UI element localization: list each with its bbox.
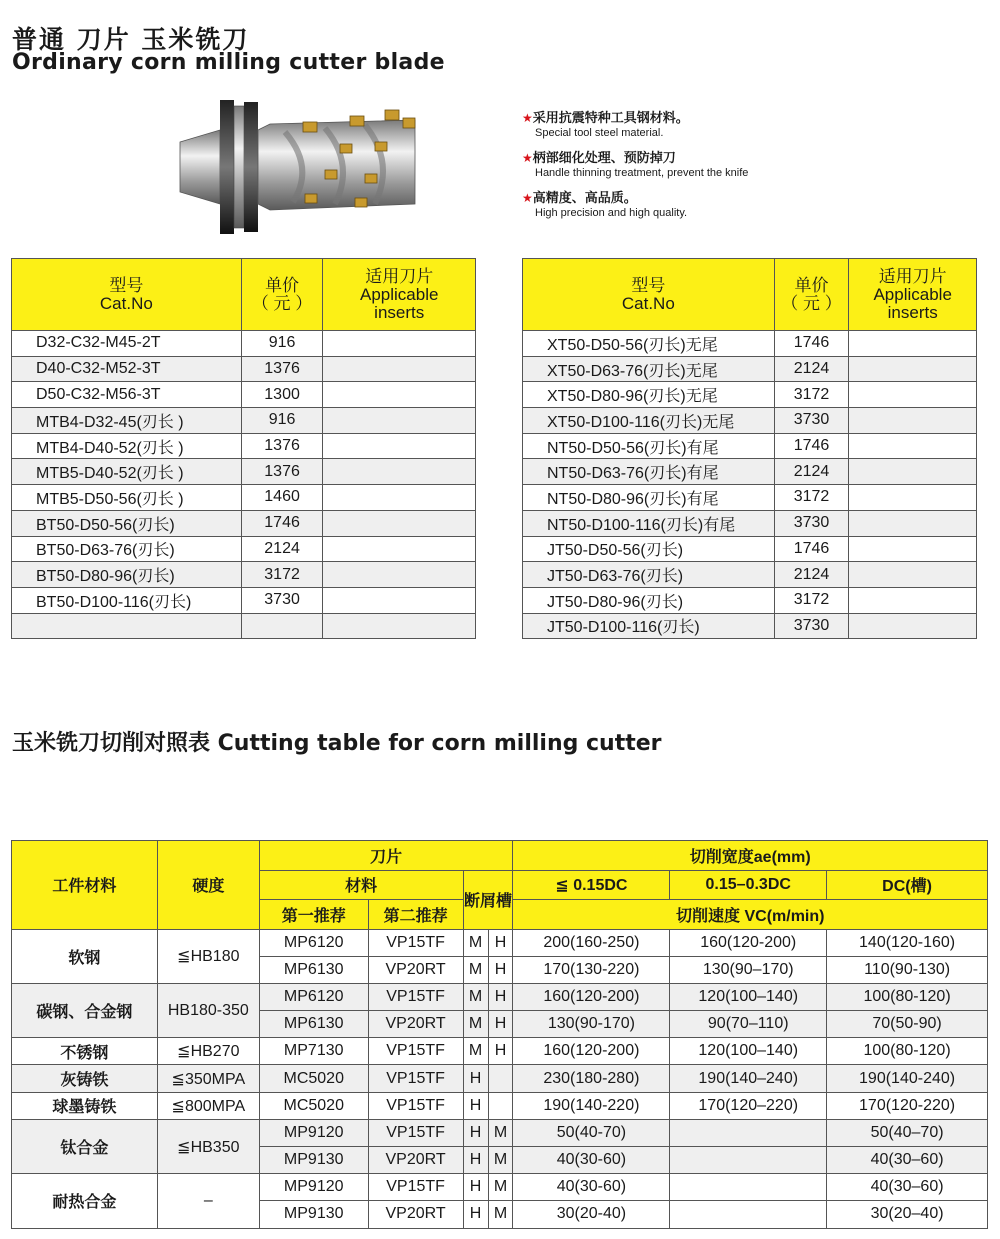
- star-icon: ★: [522, 191, 533, 205]
- price-table-left-body: [12, 331, 476, 639]
- second-grade-cell: VP20RT: [368, 956, 463, 983]
- table-row: [12, 331, 476, 357]
- speed-cell: 170(120-220): [827, 1092, 988, 1119]
- table-row: [12, 408, 476, 434]
- table-row: [12, 1119, 988, 1146]
- second-grade-cell: VP15TF: [368, 1038, 463, 1065]
- chip-cell: H: [488, 983, 513, 1010]
- feature-cn: 柄部细化处理、预防掉刀: [532, 151, 676, 166]
- header-width: 切削宽度ae(mm): [513, 841, 988, 871]
- price-cell: 3172: [241, 562, 323, 588]
- speed-cell: [670, 1174, 827, 1201]
- speed-cell: [670, 1201, 827, 1228]
- speed-cell: 70(50-90): [827, 1011, 988, 1038]
- speed-cell: 90(70–110): [670, 1011, 827, 1038]
- hardness-cell: ≦350MPA: [157, 1065, 259, 1092]
- inserts-cell: [323, 433, 476, 459]
- first-grade-cell: MP9120: [259, 1174, 368, 1201]
- table-row: [523, 587, 977, 613]
- table-row: [523, 382, 977, 408]
- table-row: [12, 510, 476, 536]
- speed-cell: 200(160-250): [513, 929, 670, 956]
- inserts-cell: [849, 613, 977, 639]
- chip-cell: [488, 1092, 513, 1119]
- star-icon: ★: [522, 151, 533, 165]
- inserts-cell: [849, 433, 977, 459]
- cat-no-cell: JT50-D80-96(刃长): [523, 587, 775, 613]
- table-row: [12, 485, 476, 511]
- chip-cell: M: [488, 1119, 513, 1146]
- chip-cell: M: [488, 1174, 513, 1201]
- header-width-2: 0.15–0.3DC: [670, 870, 827, 900]
- header-speed: 切削速度 VC(m/min): [513, 900, 988, 930]
- price-cell: 3730: [241, 587, 323, 613]
- second-grade-cell: VP15TF: [368, 1065, 463, 1092]
- first-grade-cell: MP6120: [259, 983, 368, 1010]
- inserts-cell: [849, 562, 977, 588]
- table-row: [12, 613, 476, 639]
- material-cell: 碳钢、合金钢: [12, 983, 158, 1037]
- price-cell: 3172: [774, 382, 849, 408]
- inserts-cell: [323, 356, 476, 382]
- hardness-cell: –: [157, 1174, 259, 1228]
- chip-cell: M: [463, 1038, 488, 1065]
- table-row: [12, 1038, 988, 1065]
- speed-cell: 110(90-130): [827, 956, 988, 983]
- price-cell: 1376: [241, 356, 323, 382]
- speed-cell: 170(120–220): [670, 1092, 827, 1119]
- price-cell: 2124: [774, 356, 849, 382]
- page-title-cn: 普通 刀片 玉米铣刀: [12, 25, 250, 54]
- inserts-cell: [323, 408, 476, 434]
- chip-cell: M: [488, 1147, 513, 1174]
- chip-cell: M: [463, 983, 488, 1010]
- cat-no-cell: XT50-D50-56(刃长)无尾: [523, 331, 775, 357]
- table-row: [12, 929, 988, 956]
- cat-no-cell: BT50-D100-116(刃长): [12, 587, 242, 613]
- second-grade-cell: VP15TF: [368, 1119, 463, 1146]
- table-row: [523, 408, 977, 434]
- cat-no-cell: MTB4-D40-52(刃长 ): [12, 433, 242, 459]
- price-cell: 1376: [241, 459, 323, 485]
- chip-cell: M: [463, 929, 488, 956]
- first-grade-cell: MC5020: [259, 1065, 368, 1092]
- chip-cell: H: [488, 929, 513, 956]
- chip-cell: [488, 1065, 513, 1092]
- header-material: 工件材料: [12, 841, 158, 930]
- speed-cell: 130(90–170): [670, 956, 827, 983]
- price-cell: 1300: [241, 382, 323, 408]
- star-icon: ★: [522, 111, 533, 125]
- feature-item: [522, 107, 748, 139]
- inserts-cell: [323, 613, 476, 639]
- first-grade-cell: MP6120: [259, 929, 368, 956]
- inserts-cell: [849, 587, 977, 613]
- inserts-cell: [849, 485, 977, 511]
- col-header-cat: 型号 Cat.No: [12, 259, 242, 331]
- second-grade-cell: VP20RT: [368, 1147, 463, 1174]
- price-cell: 2124: [241, 536, 323, 562]
- first-grade-cell: MP9120: [259, 1119, 368, 1146]
- col-header-price: 单价 （ 元 ）: [241, 259, 323, 331]
- price-cell: 3730: [774, 613, 849, 639]
- header-hardness: 硬度: [157, 841, 259, 930]
- price-cell: 1746: [774, 433, 849, 459]
- inserts-cell: [849, 510, 977, 536]
- chip-cell: H: [463, 1147, 488, 1174]
- col-header-price: 单价 （ 元 ）: [774, 259, 849, 331]
- second-grade-cell: VP15TF: [368, 983, 463, 1010]
- inserts-cell: [849, 536, 977, 562]
- table-row: [523, 485, 977, 511]
- cat-no-cell: BT50-D80-96(刃长): [12, 562, 242, 588]
- table-row: [12, 1174, 988, 1201]
- header-second: 第二推荐: [368, 900, 463, 930]
- speed-cell: 100(80-120): [827, 983, 988, 1010]
- hardness-cell: ≦HB270: [157, 1038, 259, 1065]
- hardness-cell: ≦HB180: [157, 929, 259, 983]
- feature-cn: 高精度、高品质。: [532, 191, 637, 206]
- header-blade: 刀片: [259, 841, 513, 871]
- speed-cell: 230(180-280): [513, 1065, 670, 1092]
- first-grade-cell: MP9130: [259, 1147, 368, 1174]
- cat-no-cell: D50-C32-M56-3T: [12, 382, 242, 408]
- feature-item: [522, 147, 748, 179]
- material-cell: 软钢: [12, 929, 158, 983]
- speed-cell: 130(90-170): [513, 1011, 670, 1038]
- material-cell: 钛合金: [12, 1119, 158, 1173]
- table-row: [12, 382, 476, 408]
- inserts-cell: [323, 587, 476, 613]
- material-cell: 灰铸铁: [12, 1065, 158, 1092]
- inserts-cell: [323, 510, 476, 536]
- chip-cell: H: [463, 1119, 488, 1146]
- second-grade-cell: VP15TF: [368, 1092, 463, 1119]
- chip-cell: M: [488, 1201, 513, 1228]
- price-cell: 3730: [774, 408, 849, 434]
- header-chip-breaker: 断屑槽: [463, 870, 513, 929]
- price-cell: 916: [241, 331, 323, 357]
- second-grade-cell: VP15TF: [368, 1174, 463, 1201]
- speed-cell: 40(30–60): [827, 1147, 988, 1174]
- table-row: [523, 510, 977, 536]
- table-row: [523, 536, 977, 562]
- header-width-1: ≦ 0.15DC: [513, 870, 670, 900]
- cat-no-cell: MTB5-D50-56(刃长 ): [12, 485, 242, 511]
- table-row: [523, 562, 977, 588]
- speed-cell: 190(140–240): [670, 1065, 827, 1092]
- speed-cell: 170(130-220): [513, 956, 670, 983]
- speed-cell: 120(100–140): [670, 983, 827, 1010]
- col-header-inserts: 适用刀片 Applicable inserts: [323, 259, 476, 331]
- price-cell: 3730: [774, 510, 849, 536]
- cutting-table-body: [12, 929, 988, 1228]
- cat-no-cell: BT50-D50-56(刃长): [12, 510, 242, 536]
- feature-item: [522, 187, 748, 219]
- price-cell: 1746: [774, 331, 849, 357]
- speed-cell: 30(20–40): [827, 1201, 988, 1228]
- cat-no-cell: XT50-D80-96(刃长)无尾: [523, 382, 775, 408]
- feature-list: [522, 107, 748, 227]
- page-title-en: Ordinary corn milling cutter blade: [12, 50, 445, 75]
- speed-cell: 160(120-200): [670, 929, 827, 956]
- speed-cell: 140(120-160): [827, 929, 988, 956]
- cat-no-cell: D32-C32-M45-2T: [12, 331, 242, 357]
- price-cell: 1376: [241, 433, 323, 459]
- speed-cell: 50(40-70): [513, 1119, 670, 1146]
- table-row: [12, 459, 476, 485]
- inserts-cell: [849, 459, 977, 485]
- speed-cell: 40(30-60): [513, 1174, 670, 1201]
- price-table-right-body: [523, 331, 977, 639]
- table-row: [523, 356, 977, 382]
- inserts-cell: [323, 485, 476, 511]
- hardness-cell: ≦HB350: [157, 1119, 259, 1173]
- cat-no-cell: NT50-D50-56(刃长)有尾: [523, 433, 775, 459]
- chip-cell: H: [463, 1174, 488, 1201]
- speed-cell: 190(140-220): [513, 1092, 670, 1119]
- cat-no-cell: XT50-D63-76(刃长)无尾: [523, 356, 775, 382]
- price-table-left: [11, 258, 476, 639]
- chip-cell: H: [488, 1038, 513, 1065]
- table-row: [12, 1092, 988, 1119]
- speed-cell: 160(120-200): [513, 983, 670, 1010]
- table-row: [12, 356, 476, 382]
- hardness-cell: ≦800MPA: [157, 1092, 259, 1119]
- table-row: [12, 587, 476, 613]
- material-cell: 球墨铸铁: [12, 1092, 158, 1119]
- material-cell: 耐热合金: [12, 1174, 158, 1228]
- speed-cell: 30(20-40): [513, 1201, 670, 1228]
- table-row: [12, 562, 476, 588]
- header-width-3: DC(槽): [827, 870, 988, 900]
- header-blade-material: 材料: [259, 870, 463, 900]
- chip-cell: H: [463, 1092, 488, 1119]
- inserts-cell: [323, 536, 476, 562]
- second-grade-cell: VP20RT: [368, 1011, 463, 1038]
- cat-no-cell: JT50-D100-116(刃长): [523, 613, 775, 639]
- feature-en: Special tool steel material.: [535, 127, 664, 139]
- price-cell: 3172: [774, 587, 849, 613]
- cutting-table-title: 玉米铣刀切削对照表 Cutting table for corn milling cutter: [12, 731, 662, 756]
- speed-cell: 190(140-240): [827, 1065, 988, 1092]
- material-cell: 不锈钢: [12, 1038, 158, 1065]
- feature-en: Handle thinning treatment, prevent the knife: [535, 167, 749, 179]
- cutting-table: [11, 840, 988, 1229]
- price-table-right: [522, 258, 977, 639]
- speed-cell: 160(120-200): [513, 1038, 670, 1065]
- inserts-cell: [849, 382, 977, 408]
- price-cell: 2124: [774, 459, 849, 485]
- first-grade-cell: MP7130: [259, 1038, 368, 1065]
- table-row: [523, 613, 977, 639]
- table-row: [12, 536, 476, 562]
- table-row: [523, 433, 977, 459]
- cat-no-cell: NT50-D80-96(刃长)有尾: [523, 485, 775, 511]
- table-row: [12, 1065, 988, 1092]
- speed-cell: [670, 1147, 827, 1174]
- cat-no-cell: JT50-D63-76(刃长): [523, 562, 775, 588]
- first-grade-cell: MP6130: [259, 1011, 368, 1038]
- feature-en: High precision and high quality.: [535, 207, 688, 219]
- chip-cell: M: [463, 1011, 488, 1038]
- cat-no-cell: MTB4-D32-45(刃长 ): [12, 408, 242, 434]
- chip-cell: M: [463, 956, 488, 983]
- chip-cell: H: [488, 956, 513, 983]
- speed-cell: 40(30–60): [827, 1174, 988, 1201]
- inserts-cell: [323, 382, 476, 408]
- price-cell: [241, 613, 323, 639]
- cat-no-cell: [12, 613, 242, 639]
- inserts-cell: [849, 331, 977, 357]
- second-grade-cell: VP15TF: [368, 929, 463, 956]
- corn-milling-cutter-image: [175, 92, 425, 242]
- chip-cell: H: [463, 1065, 488, 1092]
- col-header-cat: 型号 Cat.No: [523, 259, 775, 331]
- table-row: [523, 459, 977, 485]
- first-grade-cell: MP9130: [259, 1201, 368, 1228]
- table-row: [12, 433, 476, 459]
- price-cell: 2124: [774, 562, 849, 588]
- price-cell: 916: [241, 408, 323, 434]
- price-cell: 3172: [774, 485, 849, 511]
- header-first: 第一推荐: [259, 900, 368, 930]
- inserts-cell: [849, 356, 977, 382]
- table-row: [12, 983, 988, 1010]
- speed-cell: 100(80-120): [827, 1038, 988, 1065]
- inserts-cell: [323, 562, 476, 588]
- inserts-cell: [323, 331, 476, 357]
- table-row: [523, 331, 977, 357]
- first-grade-cell: MC5020: [259, 1092, 368, 1119]
- cat-no-cell: D40-C32-M52-3T: [12, 356, 242, 382]
- second-grade-cell: VP20RT: [368, 1201, 463, 1228]
- chip-cell: H: [488, 1011, 513, 1038]
- chip-cell: H: [463, 1201, 488, 1228]
- cat-no-cell: BT50-D63-76(刃长): [12, 536, 242, 562]
- inserts-cell: [323, 459, 476, 485]
- price-cell: 1746: [241, 510, 323, 536]
- cat-no-cell: NT50-D100-116(刃长)有尾: [523, 510, 775, 536]
- cat-no-cell: JT50-D50-56(刃长): [523, 536, 775, 562]
- speed-cell: 40(30-60): [513, 1147, 670, 1174]
- cat-no-cell: XT50-D100-116(刃长)无尾: [523, 408, 775, 434]
- speed-cell: 50(40–70): [827, 1119, 988, 1146]
- first-grade-cell: MP6130: [259, 956, 368, 983]
- price-cell: 1746: [774, 536, 849, 562]
- price-cell: 1460: [241, 485, 323, 511]
- hardness-cell: HB180-350: [157, 983, 259, 1037]
- speed-cell: 120(100–140): [670, 1038, 827, 1065]
- feature-cn: 采用抗震特种工具钢材料。: [532, 111, 689, 126]
- cat-no-cell: MTB5-D40-52(刃长 ): [12, 459, 242, 485]
- speed-cell: [670, 1119, 827, 1146]
- col-header-inserts: 适用刀片 Applicable inserts: [849, 259, 977, 331]
- inserts-cell: [849, 408, 977, 434]
- cat-no-cell: NT50-D63-76(刃长)有尾: [523, 459, 775, 485]
